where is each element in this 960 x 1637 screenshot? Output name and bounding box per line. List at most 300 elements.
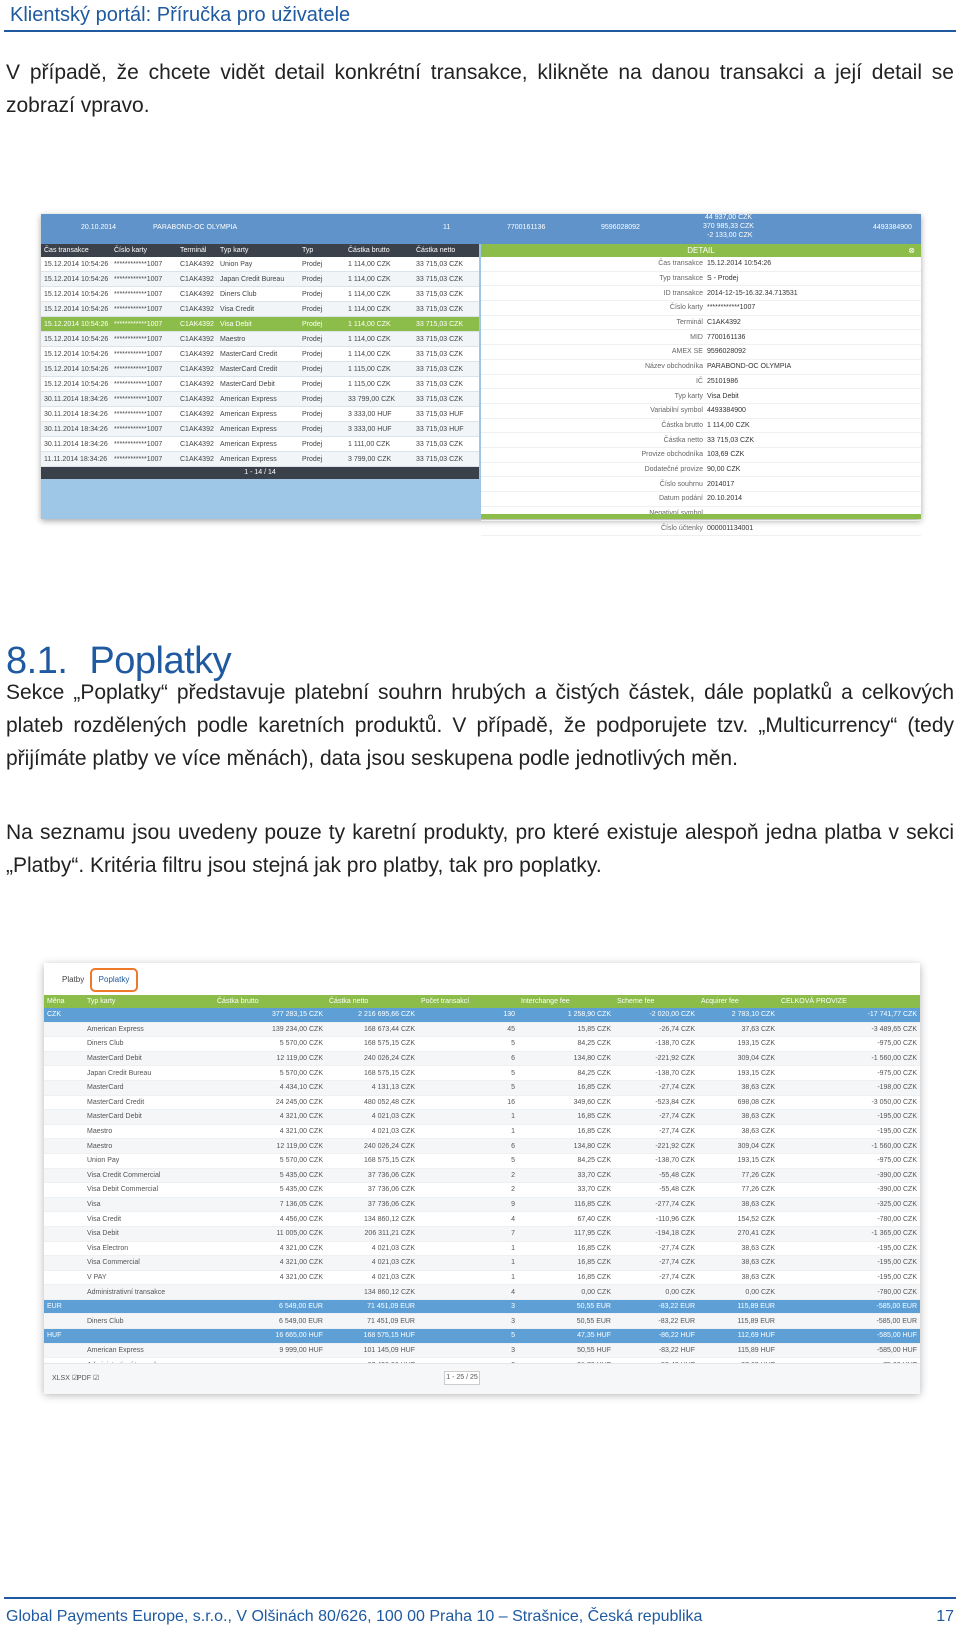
table-cell: Prodej: [302, 350, 323, 358]
transaction-row[interactable]: [41, 437, 479, 452]
table-cell: C1AK4392: [180, 380, 214, 388]
summary-vs: 4493384900: [873, 224, 912, 231]
table-cell: 5 435,00 CZK: [279, 1186, 323, 1194]
table-cell: 15.12.2014 10:54:26: [44, 305, 109, 313]
table-cell: American Express: [220, 425, 277, 433]
table-cell: 15.12.2014 10:54:26: [44, 335, 109, 343]
table-cell: 377 283,15 CZK: [272, 1011, 323, 1019]
detail-value: 25101986: [706, 377, 739, 385]
table-cell: -138,70 CZK: [655, 1040, 695, 1048]
table-cell: 16: [507, 1098, 515, 1106]
table-cell: EUR: [47, 1303, 62, 1311]
table-cell: 33 715,03 CZK: [416, 455, 464, 463]
card-type-row[interactable]: [44, 1242, 920, 1257]
transaction-row[interactable]: [41, 392, 479, 407]
card-type-row[interactable]: [44, 1081, 920, 1096]
table-cell: MasterCard: [87, 1084, 124, 1092]
table-cell: 3 333,00 HUF: [348, 410, 392, 418]
table-cell: 11 005,00 CZK: [276, 1230, 323, 1238]
table-cell: C1AK4392: [180, 275, 214, 283]
table-cell: Prodej: [302, 410, 323, 418]
table-cell: 139 234,00 CZK: [272, 1025, 323, 1033]
table-cell: 1: [511, 1259, 515, 1267]
table-cell: 33 715,03 CZK: [416, 335, 464, 343]
table-cell: C1AK4392: [180, 365, 214, 373]
table-cell: 168 575,15 CZK: [364, 1040, 415, 1048]
table-cell: ************1007: [114, 410, 163, 418]
table-cell: ************1007: [114, 350, 163, 358]
table-cell: -27,74 CZK: [659, 1128, 695, 1136]
column-header[interactable]: Interchange fee: [521, 998, 570, 1005]
table-cell: 168 575,15 CZK: [364, 1157, 415, 1165]
table-cell: 4 131,13 CZK: [371, 1084, 415, 1092]
detail-value: 33 715,03 CZK: [706, 436, 755, 444]
table-cell: ************1007: [114, 335, 163, 343]
table-cell: 33 715,03 CZK: [416, 320, 464, 328]
table-cell: 134,80 CZK: [573, 1142, 611, 1150]
detail-row: [481, 448, 921, 463]
detail-value: 20.10.2014: [706, 495, 743, 503]
detail-label: ID transakce: [663, 289, 703, 297]
table-cell: 4 321,00 CZK: [279, 1273, 323, 1281]
table-cell: 1 114,00 CZK: [348, 335, 391, 343]
table-cell: -195,00 CZK: [877, 1244, 917, 1252]
table-cell: 5: [511, 1332, 515, 1340]
table-cell: 33 715,03 CZK: [416, 380, 464, 388]
table-cell: 15.12.2014 10:54:26: [44, 365, 109, 373]
column-header[interactable]: Částka netto: [329, 998, 369, 1005]
card-type-row[interactable]: [44, 1096, 920, 1111]
detail-value: 4493384900: [706, 407, 746, 415]
card-type-row[interactable]: [44, 1066, 920, 1081]
table-cell: HUF: [47, 1332, 62, 1340]
page-number: 17: [936, 1608, 954, 1625]
table-cell: 5: [511, 1084, 515, 1092]
table-cell: 5 570,00 CZK: [279, 1157, 323, 1165]
table-cell: 2 783,10 CZK: [731, 1011, 775, 1019]
table-cell: -55,48 CZK: [659, 1171, 695, 1179]
table-cell: 15.12.2014 10:54:26: [44, 350, 109, 358]
table-cell: 130: [503, 1011, 515, 1019]
xlsx-label: XLSX: [52, 1375, 70, 1382]
detail-row: [481, 286, 921, 301]
table-cell: 16,85 CZK: [577, 1113, 611, 1121]
table-cell: 38,63 CZK: [741, 1113, 775, 1121]
table-cell: -27,74 CZK: [659, 1244, 695, 1252]
table-cell: American Express: [87, 1346, 144, 1354]
detail-row: [481, 360, 921, 375]
table-cell: 16,85 CZK: [577, 1084, 611, 1092]
pdf-label: PDF: [77, 1375, 91, 1382]
export-pdf-button[interactable]: PDF ☑: [77, 1375, 100, 1382]
transaction-row[interactable]: [41, 317, 479, 332]
column-header[interactable]: Terminál: [180, 247, 207, 254]
column-header[interactable]: Typ karty: [87, 998, 116, 1005]
table-cell: 193,15 CZK: [737, 1040, 775, 1048]
table-cell: -27,74 CZK: [659, 1273, 695, 1281]
table-cell: Maestro: [220, 335, 246, 343]
table-cell: 0,00 CZK: [745, 1288, 775, 1296]
detail-row: [481, 272, 921, 287]
tabs-bar: [44, 963, 920, 995]
table-cell: 33 715,03 CZK: [416, 350, 464, 358]
table-cell: Diners Club: [87, 1317, 124, 1325]
column-header[interactable]: Částka brutto: [348, 247, 390, 254]
table-cell: -975,00 CZK: [877, 1157, 917, 1165]
section-number: 8.1.: [6, 640, 68, 682]
transaction-row[interactable]: [41, 332, 479, 347]
card-type-row[interactable]: [44, 1314, 920, 1329]
transactions-pager[interactable]: 1 - 14 / 14: [41, 467, 479, 479]
table-cell: 309,04 CZK: [737, 1055, 775, 1063]
card-type-row[interactable]: [44, 1271, 920, 1286]
table-cell: C1AK4392: [180, 425, 214, 433]
table-cell: 38,63 CZK: [741, 1201, 775, 1209]
fees-pager[interactable]: 1 - 25 / 25: [444, 1371, 480, 1385]
card-type-row[interactable]: [44, 1139, 920, 1154]
table-cell: 698,08 CZK: [737, 1098, 775, 1106]
table-cell: 38,63 CZK: [741, 1128, 775, 1136]
table-cell: 37 736,06 CZK: [367, 1201, 415, 1209]
column-header[interactable]: Scheme fee: [617, 998, 655, 1005]
table-cell: 1: [511, 1113, 515, 1121]
table-cell: 0,00 CZK: [665, 1288, 695, 1296]
page-header-title: Klientský portál: Příručka pro uživatele: [10, 4, 351, 26]
detail-row: [481, 492, 921, 507]
table-cell: Visa Electron: [87, 1244, 129, 1252]
table-cell: Prodej: [302, 305, 323, 313]
table-cell: C1AK4392: [180, 335, 214, 343]
table-cell: 33 715,03 CZK: [416, 440, 464, 448]
table-cell: American Express: [220, 395, 277, 403]
table-cell: Visa Commercial: [87, 1259, 140, 1267]
card-type-row[interactable]: [44, 1037, 920, 1052]
table-cell: 7: [511, 1230, 515, 1238]
table-cell: Diners Club: [220, 290, 257, 298]
table-cell: Prodej: [302, 275, 323, 283]
table-cell: -1 560,00 CZK: [871, 1055, 917, 1063]
table-cell: 4 321,00 CZK: [279, 1244, 323, 1252]
table-cell: CZK: [47, 1011, 61, 1019]
table-cell: Administrativní transakce: [87, 1288, 166, 1296]
table-cell: Prodej: [302, 425, 323, 433]
column-header[interactable]: Acquirer fee: [701, 998, 739, 1005]
table-cell: American Express: [220, 410, 277, 418]
column-header[interactable]: Typ karty: [220, 247, 249, 254]
detail-row: [481, 433, 921, 448]
transaction-row[interactable]: [41, 377, 479, 392]
table-cell: 1 115,00 CZK: [348, 365, 391, 373]
detail-label: Typ transakce: [659, 275, 703, 283]
table-cell: ************1007: [114, 425, 163, 433]
table-cell: 24 245,00 CZK: [275, 1098, 323, 1106]
summary-total-3: -2 133,00 CZK: [707, 232, 753, 239]
detail-row: [481, 375, 921, 390]
table-cell: 3 333,00 HUF: [348, 425, 392, 433]
detail-row: [481, 316, 921, 331]
card-type-row[interactable]: [44, 1110, 920, 1125]
detail-label: Provize obchodníka: [641, 451, 703, 459]
summary-date: 20.10.2014: [81, 224, 117, 231]
table-cell: 168 575,15 HUF: [363, 1332, 415, 1340]
card-type-row[interactable]: [44, 1198, 920, 1213]
detail-row: [481, 477, 921, 492]
column-header[interactable]: Typ: [302, 247, 314, 254]
column-header[interactable]: Čas transakce: [44, 247, 89, 254]
column-header[interactable]: Měna: [47, 998, 65, 1005]
card-type-row[interactable]: [44, 1212, 920, 1227]
table-cell: 4 021,03 CZK: [371, 1244, 415, 1252]
currency-group-row[interactable]: [44, 1008, 920, 1023]
table-cell: 5: [511, 1040, 515, 1048]
table-cell: 38,63 CZK: [741, 1084, 775, 1092]
table-cell: Prodej: [302, 290, 323, 298]
column-header[interactable]: Počet transakcí: [421, 998, 470, 1005]
card-type-row[interactable]: [44, 1169, 920, 1184]
table-cell: 38,63 CZK: [741, 1273, 775, 1281]
summary-bar: [41, 214, 921, 244]
detail-value: PARABOND-OC OLYMPIA: [706, 363, 792, 371]
summary-merchant: PARABOND-OC OLYMPIA: [153, 224, 238, 231]
table-cell: 15.12.2014 10:54:26: [44, 275, 109, 283]
transaction-row[interactable]: [41, 362, 479, 377]
table-cell: 134,80 CZK: [573, 1055, 611, 1063]
export-xlsx-button[interactable]: XLSX ☑: [52, 1375, 79, 1382]
table-cell: 4 021,03 CZK: [371, 1113, 415, 1121]
card-type-row[interactable]: [44, 1344, 920, 1359]
section-title: Poplatky: [89, 640, 232, 682]
table-cell: -198,00 CZK: [877, 1084, 917, 1092]
table-cell: 5: [511, 1157, 515, 1165]
table-cell: 193,15 CZK: [737, 1157, 775, 1165]
detail-value: 103,69 CZK: [706, 451, 745, 459]
table-cell: 1 114,00 CZK: [348, 350, 391, 358]
table-cell: 309,04 CZK: [737, 1142, 775, 1150]
table-cell: 30.11.2014 18:34:26: [44, 395, 108, 403]
card-type-row[interactable]: [44, 1052, 920, 1067]
table-cell: 168 575,15 CZK: [364, 1069, 415, 1077]
table-cell: ************1007: [114, 260, 163, 268]
table-cell: 12 119,00 CZK: [276, 1055, 323, 1063]
table-cell: Visa Credit: [87, 1215, 122, 1223]
table-cell: MasterCard Debit: [220, 380, 275, 388]
table-cell: 15.12.2014 10:54:26: [44, 260, 109, 268]
table-cell: 2: [511, 1171, 515, 1179]
table-cell: 12 119,00 CZK: [276, 1142, 323, 1150]
table-cell: 4 021,03 CZK: [371, 1273, 415, 1281]
table-cell: 30.11.2014 18:34:26: [44, 425, 108, 433]
summary-total-2: 370 985,33 CZK: [703, 223, 754, 230]
detail-value: 2014-12-15-16.32.34.713531: [706, 289, 798, 297]
table-cell: -2 020,00 CZK: [649, 1011, 695, 1019]
table-cell: Visa Debit: [220, 320, 252, 328]
table-cell: 1: [511, 1244, 515, 1252]
card-type-row[interactable]: [44, 1227, 920, 1242]
table-cell: 33,70 CZK: [577, 1171, 611, 1179]
detail-label: AMEX SE: [671, 348, 703, 356]
table-cell: 240 026,24 CZK: [364, 1142, 415, 1150]
table-cell: 5 570,00 CZK: [279, 1069, 323, 1077]
table-cell: Prodej: [302, 380, 323, 388]
table-cell: -17 741,77 CZK: [867, 1011, 917, 1019]
table-cell: -138,70 CZK: [655, 1157, 695, 1165]
detail-value: S - Prodej: [706, 275, 739, 283]
table-cell: 1 114,00 CZK: [348, 305, 391, 313]
table-cell: -3 489,65 CZK: [871, 1025, 917, 1033]
table-cell: -975,00 CZK: [877, 1040, 917, 1048]
table-cell: -325,00 CZK: [877, 1201, 917, 1209]
fees-paragraph-1: Sekce „Poplatky“ představuje platební souhrn hrubých a čistých částek, dále poplatků a celkových plateb rozdělených podle karetních produktů. V případě, že podporujete tzv. „Multicurrency“ (tedy přijímáte platby ve více měnách), data jsou seskupena podle jednotlivých měn.: [6, 681, 954, 770]
detail-value: 9596028092: [706, 348, 746, 356]
table-cell: 168 673,44 CZK: [364, 1025, 415, 1033]
table-cell: Maestro: [87, 1128, 113, 1136]
detail-label: Variabilní symbol: [650, 407, 703, 415]
column-header[interactable]: Číslo karty: [114, 247, 148, 254]
transaction-row[interactable]: [41, 407, 479, 422]
table-cell: 4 321,00 CZK: [279, 1113, 323, 1121]
table-cell: C1AK4392: [180, 320, 214, 328]
table-cell: Japan Credit Bureau: [87, 1069, 152, 1077]
fees-screenshot: [44, 963, 920, 1393]
table-cell: Prodej: [302, 395, 323, 403]
card-type-row[interactable]: [44, 1183, 920, 1198]
table-cell: 15.12.2014 10:54:26: [44, 380, 109, 388]
card-type-row[interactable]: [44, 1256, 920, 1271]
table-cell: 11.11.2014 18:34:26: [44, 455, 108, 463]
transaction-row[interactable]: [41, 347, 479, 362]
transaction-row[interactable]: [41, 287, 479, 302]
transactions-screenshot: [41, 214, 921, 532]
transactions-table: [41, 244, 479, 479]
detail-row: [481, 419, 921, 434]
detail-value: 1 114,00 CZK: [706, 421, 750, 429]
transaction-row[interactable]: [41, 452, 479, 467]
table-cell: -194,18 CZK: [655, 1230, 695, 1238]
table-cell: 206 311,21 CZK: [364, 1230, 415, 1238]
detail-value: C1AK4392: [706, 319, 741, 327]
table-cell: -195,00 CZK: [877, 1259, 917, 1267]
card-type-row[interactable]: [44, 1023, 920, 1038]
table-cell: -27,74 CZK: [659, 1084, 695, 1092]
table-cell: C1AK4392: [180, 455, 214, 463]
table-cell: 115,89 EUR: [737, 1317, 775, 1325]
detail-row: [481, 301, 921, 316]
table-cell: 5 435,00 CZK: [279, 1171, 323, 1179]
table-cell: American Express: [87, 1025, 144, 1033]
card-type-row[interactable]: [44, 1125, 920, 1140]
detail-row: [481, 463, 921, 478]
table-cell: ************1007: [114, 305, 163, 313]
table-cell: 134 860,12 CZK: [364, 1215, 415, 1223]
table-cell: 67,40 CZK: [577, 1215, 611, 1223]
table-cell: 349,60 CZK: [573, 1098, 611, 1106]
detail-label: Název obchodníka: [644, 363, 703, 371]
table-cell: ************1007: [114, 320, 163, 328]
table-cell: 16,85 CZK: [577, 1259, 611, 1267]
table-cell: Diners Club: [87, 1040, 124, 1048]
detail-label: Číslo souhrnu: [659, 480, 703, 488]
table-cell: 193,15 CZK: [737, 1069, 775, 1077]
detail-row: [481, 521, 921, 536]
table-cell: MasterCard Credit: [220, 350, 278, 358]
table-cell: 6 549,00 EUR: [279, 1317, 323, 1325]
table-cell: 240 026,24 CZK: [364, 1055, 415, 1063]
detail-title: DETAIL: [687, 246, 715, 255]
table-cell: ************1007: [114, 395, 163, 403]
transaction-row[interactable]: [41, 257, 479, 272]
table-cell: 117,95 CZK: [574, 1230, 611, 1238]
table-cell: 3: [511, 1346, 515, 1354]
detail-value: 15.12.2014 10:54:26: [706, 260, 772, 268]
fees-footer: [44, 1363, 920, 1394]
tab-platby[interactable]: Platby: [62, 975, 85, 984]
table-cell: 116,85 CZK: [574, 1201, 611, 1209]
transaction-row[interactable]: [41, 272, 479, 287]
table-cell: -55,48 CZK: [659, 1186, 695, 1194]
transaction-row[interactable]: [41, 422, 479, 437]
table-cell: 5 570,00 CZK: [279, 1040, 323, 1048]
table-cell: 4: [511, 1215, 515, 1223]
currency-group-row[interactable]: [44, 1300, 920, 1315]
tab-poplatky[interactable]: Poplatky: [90, 968, 138, 992]
table-cell: 1 114,00 CZK: [348, 290, 391, 298]
card-type-row[interactable]: [44, 1154, 920, 1169]
table-cell: 134 860,12 CZK: [364, 1288, 415, 1296]
table-cell: -523,84 CZK: [655, 1098, 695, 1106]
table-cell: 1 114,00 CZK: [348, 275, 391, 283]
table-cell: 3: [511, 1303, 515, 1311]
detail-label: MID: [690, 333, 703, 341]
table-cell: -585,00 HUF: [876, 1332, 917, 1340]
detail-row: [481, 345, 921, 360]
table-cell: 4 021,03 CZK: [371, 1259, 415, 1267]
transaction-row[interactable]: [41, 302, 479, 317]
table-cell: 1 258,90 CZK: [567, 1011, 611, 1019]
table-cell: 6: [511, 1142, 515, 1150]
table-cell: 9 999,00 HUF: [279, 1346, 323, 1354]
table-cell: -195,00 CZK: [877, 1128, 917, 1136]
close-icon[interactable]: ⊗: [908, 246, 915, 255]
detail-value: 000001134001: [706, 524, 754, 532]
column-header[interactable]: Částka netto: [416, 247, 456, 254]
table-cell: 84,25 CZK: [577, 1040, 611, 1048]
detail-label: Číslo účtenky: [660, 524, 703, 532]
detail-value: ************1007: [706, 304, 756, 312]
detail-bottom-border: [481, 514, 921, 519]
table-cell: 3: [511, 1317, 515, 1325]
table-cell: 2: [511, 1186, 515, 1194]
table-cell: Visa Debit: [87, 1230, 119, 1238]
detail-value: 90,00 CZK: [706, 465, 741, 473]
table-cell: -585,00 EUR: [876, 1317, 917, 1325]
table-cell: -780,00 CZK: [877, 1215, 917, 1223]
column-header[interactable]: CELKOVÁ PROVIZE: [781, 998, 847, 1005]
table-cell: C1AK4392: [180, 440, 214, 448]
currency-group-row[interactable]: [44, 1329, 920, 1344]
table-cell: -26,74 CZK: [659, 1025, 695, 1033]
table-cell: 1 111,00 CZK: [348, 440, 391, 448]
table-cell: 15.12.2014 10:54:26: [44, 320, 109, 328]
summary-mid: 7700161136: [507, 224, 546, 231]
table-cell: 16 665,00 HUF: [275, 1332, 323, 1340]
column-header[interactable]: Částka brutto: [217, 998, 259, 1005]
transactions-table-body: [41, 257, 479, 467]
table-cell: 71 451,09 EUR: [367, 1317, 415, 1325]
card-type-row[interactable]: [44, 1285, 920, 1300]
table-cell: -585,00 EUR: [876, 1303, 917, 1311]
table-cell: 84,25 CZK: [577, 1069, 611, 1077]
table-cell: -27,74 CZK: [659, 1113, 695, 1121]
